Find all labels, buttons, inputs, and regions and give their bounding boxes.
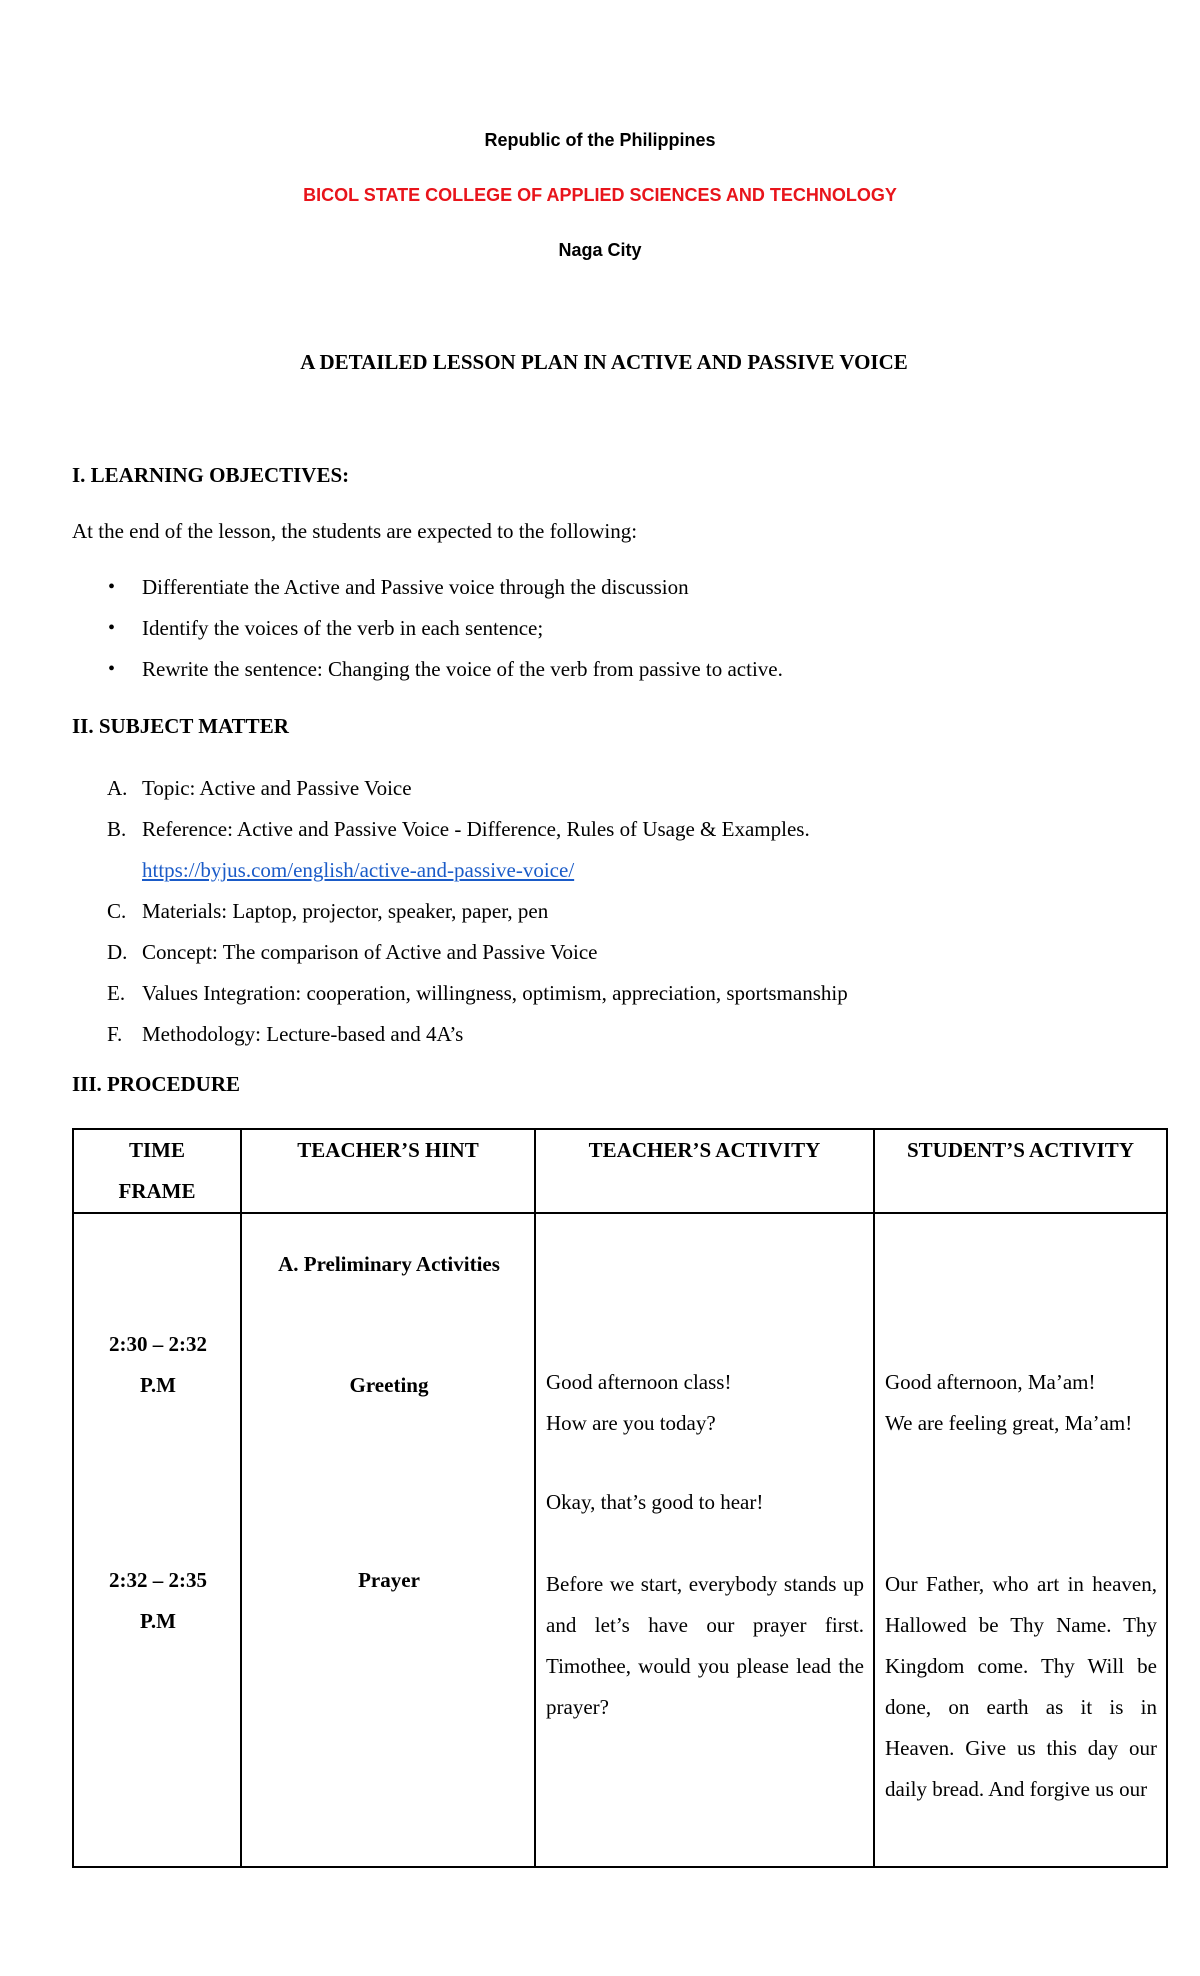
hint-greeting: Greeting [349,1373,429,1397]
list-marker: E. [107,981,126,1005]
procedure-table [72,1128,1168,1868]
objectives-heading: I. LEARNING OBJECTIVES: [72,463,350,487]
subject-item-values [72,973,848,1014]
student-greeting-line: We are feeling great, Ma’am! [885,1411,1133,1435]
time-frame-cell [73,1213,241,1867]
reference-link[interactable]: https://byjus.com/english/active-and-passive-voice/ [142,858,575,882]
teachers-hint-cell [241,1213,535,1867]
section-preliminary-activities: A. Preliminary Activities [278,1252,500,1276]
time-greeting: 2:30 – 2:32 P.M [109,1332,207,1397]
subject-item-concept [72,932,848,973]
subject-item-text: Materials: Laptop, projector, speaker, paper, pen [142,899,549,923]
subject-item-text: Methodology: Lecture-based and 4A’s [142,1022,464,1046]
subject-item-topic [72,768,848,809]
procedure-heading: III. PROCEDURE [72,1072,241,1096]
subject-item-reference [72,809,848,891]
list-marker: F. [107,1022,123,1046]
document-title: A DETAILED LESSON PLAN IN ACTIVE AND PASSIVE VOICE [300,350,908,374]
students-activity-cell [874,1213,1167,1867]
objective-item: • Identify the voices of the verb in each sentence; [72,614,783,655]
objectives-intro: At the end of the lesson, the students are expected to the following: [72,519,638,543]
hint-prayer: Prayer [358,1568,420,1592]
column-header-teachers-hint: TEACHER’S HINT [241,1129,535,1213]
header-country: Republic of the Philippines [484,130,716,150]
subject-matter-heading: II. SUBJECT MATTER [72,714,289,738]
column-header-time-frame: TIME FRAME [73,1129,241,1213]
column-header-students-activity: STUDENT’S ACTIVITY [874,1129,1167,1213]
subject-item-text: Topic: Active and Passive Voice [142,776,412,800]
objectives-list [72,573,783,696]
teacher-greeting-line: Good afternoon class! [546,1370,732,1394]
list-marker: C. [107,899,127,923]
list-marker: B. [107,817,127,841]
subject-item-text: Concept: The comparison of Active and Passive Voice [142,940,598,964]
subject-item-methodology [72,1014,848,1055]
subject-item-text: Reference: Active and Passive Voice - Difference, Rules of Usage & Examples. [142,817,810,841]
list-marker: A. [107,776,128,800]
teacher-greeting-line: Okay, that’s good to hear! [546,1490,764,1514]
teacher-prayer-text: Before we start, everybody stands up and let’s have our prayer first. Timothee, would you please lead the prayer? [546,1572,864,1719]
header-city: Naga City [558,240,642,260]
header-institution: BICOL STATE COLLEGE OF APPLIED SCIENCES AND TECHNOLOGY [303,185,897,205]
student-prayer-text: Our Father, who art in heaven, Hallowed be Thy Name. Thy Kingdom come. Thy Will be done, on earth as it is in Heaven. Give us this day our daily bread. And forgive us our [885,1572,1157,1801]
time-prayer: 2:32 – 2:35 P.M [109,1568,207,1633]
subject-item-materials [72,891,848,932]
objective-item: • Rewrite the sentence: Changing the voice of the verb from passive to active. [72,655,783,696]
column-header-teachers-activity: TEACHER’S ACTIVITY [535,1129,874,1213]
student-greeting-line: Good afternoon, Ma’am! [885,1370,1096,1394]
table-header-row [73,1129,1167,1213]
teachers-activity-cell [535,1213,874,1867]
list-marker: D. [107,940,128,964]
table-row [73,1213,1167,1867]
subject-matter-list [72,768,848,1055]
subject-item-text: Values Integration: cooperation, willingness, optimism, appreciation, sportsmanship [142,981,848,1005]
teacher-greeting-line: How are you today? [546,1411,716,1435]
objective-item: • Differentiate the Active and Passive voice through the discussion [72,573,783,614]
